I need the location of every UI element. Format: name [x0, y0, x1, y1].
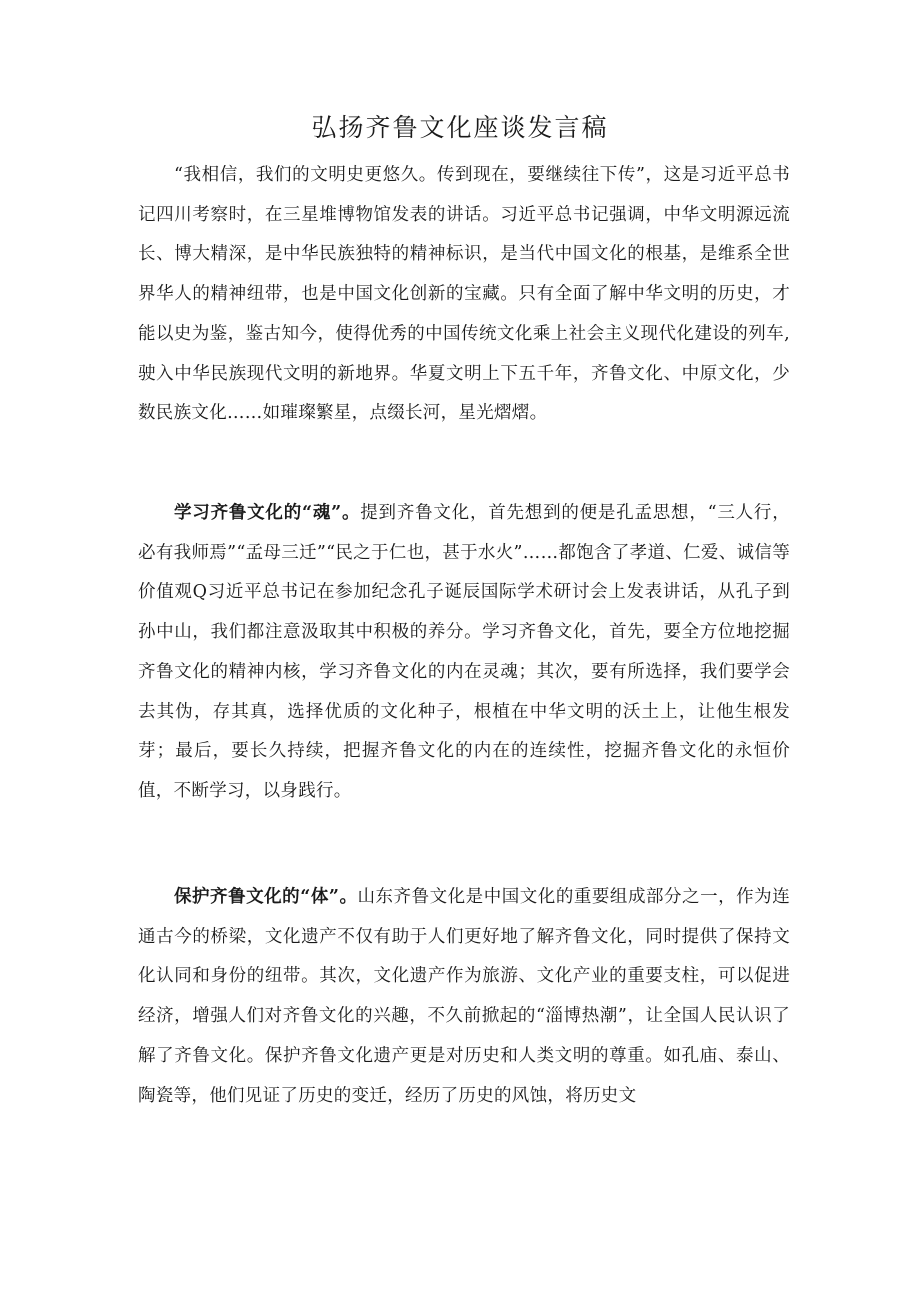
paragraph-text: 山东齐鲁文化是中国文化的重要组成部分之一，作为连通古今的桥梁，文化遗产不仅有助于人们更好地了解齐鲁文化，同时提供了保持文化认同和身份的纽带。其次，文化遗产作为旅游、文化产业的重要支柱，可以促进经济，增强人们对齐鲁文化的兴趣，不久前掀起的“淄博热潮”，让全国人民认识了解了齐鲁文化。保护齐鲁文化遗产更是对历史和人类文明的尊重。如孔庙、泰山、陶瓷等，他们见证了历史的变迁，经历了历史的风蚀，将历史文: [138, 887, 790, 1106]
paragraph-text: 提到齐鲁文化，首先想到的便是孔孟思想，“三人行，必有我师焉”“孟母三迁”“民之于仁也，甚于水火”……都饱含了孝道、仁爱、诚信等价值观Q习近平总书记在参加纪念孔子诞辰国际学术研讨会上发表讲话，从孔子到孙中山，我们都注意汲取其中积极的养分。学习齐鲁文化，首先，要全方位地挖掘齐鲁文化的精神内核，学习齐鲁文化的内在灵魂；其次，要有所选择，我们要学会去其伪，存其真，选择优质的文化种子，根植在中华文明的沃土上，让他生根发芽；最后，要长久持续，把握齐鲁文化的内在的连续性，挖掘齐鲁文化的永恒价值，不断学习，以身践行。: [138, 503, 790, 801]
paragraph-intro: [138, 156, 790, 434]
paragraph-text: “我相信，我们的文明史更悠久。传到现在，要继续往下传”，这是习近平总书记四川考察时，在三星堆博物馆发表的讲话。习近平总书记强调，中华文明源远流长、博大精深，是中华民族独特的精神标识，是当代中国文化的根基，是维系全世界华人的精神纽带，也是中国文化创新的宝藏。只有全面了解中华文明的历史，才能以史为鉴，鉴古知今，使得优秀的中国传统文化乘上社会主义现代化建设的列车,驶入中华民族现代文明的新地界。华夏文明上下五千年，齐鲁文化、中原文化，少数民族文化……如璀璨繁星，点缀长河，星光熠熠。: [138, 165, 790, 424]
paragraph-study-soul: [138, 494, 790, 812]
paragraph-protect-body: [138, 878, 790, 1116]
document-title: 弘扬齐鲁文化座谈发言稿: [311, 113, 609, 142]
paragraph-lead: 学习齐鲁文化的“魂”。: [174, 503, 361, 523]
paragraph-lead: 保护齐鲁文化的“体”。: [174, 887, 358, 907]
